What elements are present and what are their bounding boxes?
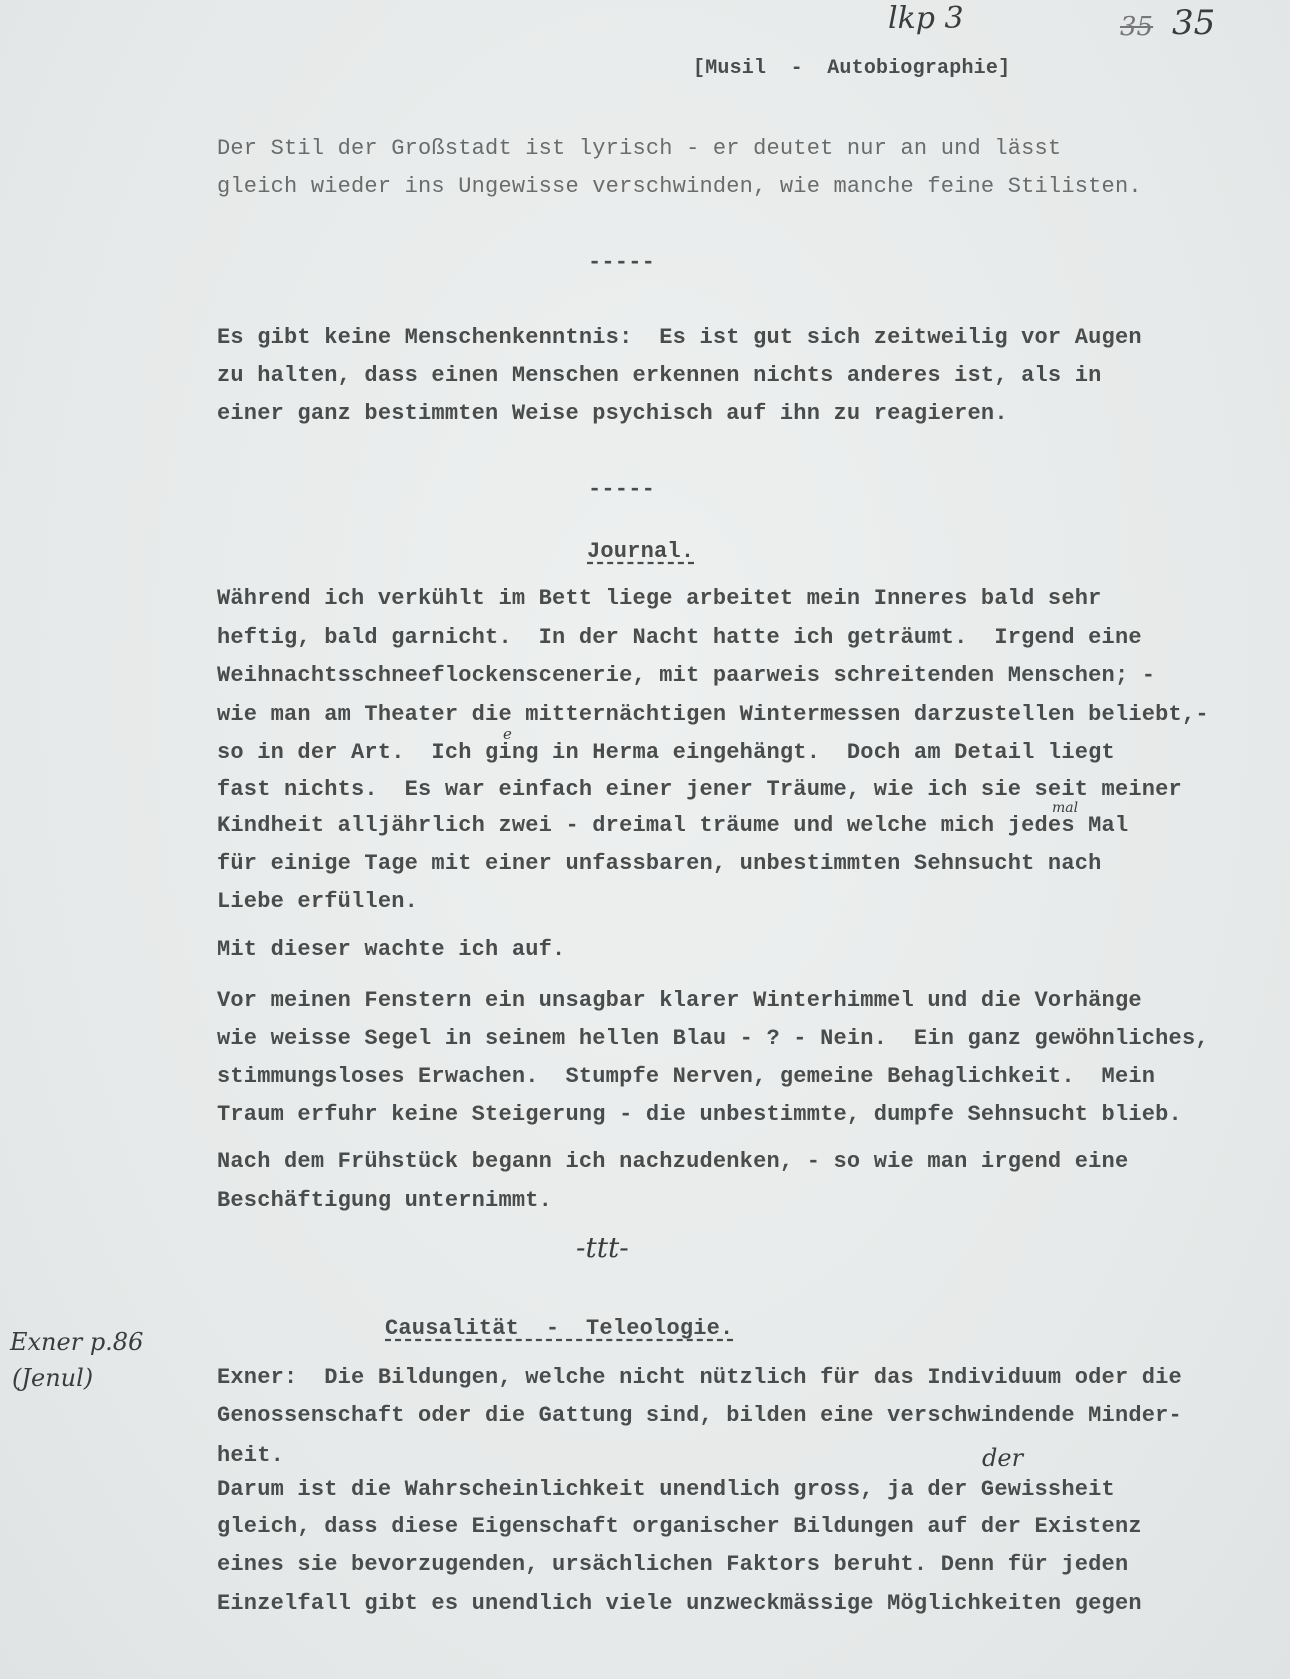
handwritten-signature: lkp 3: [888, 1, 964, 36]
header-title: Musil - Autobiographie: [705, 57, 999, 80]
text-line: Der Stil der Großstadt ist lyrisch - er deutet nur an und lässt: [217, 136, 1062, 161]
text-line: Liebe erfüllen.: [217, 889, 419, 914]
document-header: [Musil - Autobiographie]: [693, 57, 1011, 80]
page-number: 35: [1172, 3, 1216, 43]
handwritten-correction: mal: [1052, 800, 1079, 816]
text-line: Darum ist die Wahrscheinlichkeit unendlich gross, ja der Gewissheit: [217, 1477, 1115, 1502]
text-line: einer ganz bestimmten Weise psychisch auf ihn zu reagieren.: [217, 401, 1008, 426]
section-heading-journal: Journal.: [587, 539, 695, 564]
text-line: Einzelfall gibt es unendlich viele unzweckmässige Möglichkeiten gegen: [217, 1591, 1142, 1616]
text-line: stimmungsloses Erwachen. Stumpfe Nerven, gemeine Behaglichkeit. Mein: [217, 1064, 1156, 1089]
divider: -----: [588, 250, 656, 275]
section-heading-causality: Causalität - Teleologie.: [385, 1316, 734, 1341]
text-line: heftig, bald garnicht. In der Nacht hatte ich geträumt. Irgend eine: [217, 625, 1142, 650]
text-line: so in der Art. Ich ging in Herma eingehängt. Doch am Detail liegt: [217, 740, 1115, 765]
text-line: Genossenschaft oder die Gattung sind, bilden eine verschwindende Minder-: [217, 1403, 1182, 1428]
handwritten-correction: der: [982, 1444, 1024, 1472]
text-line: Während ich verkühlt im Bett liege arbeitet mein Inneres bald sehr: [217, 586, 1102, 611]
text-line: Mit dieser wachte ich auf.: [217, 937, 566, 962]
text-line: Es gibt keine Menschenkenntnis: Es ist gut sich zeitweilig vor Augen: [217, 325, 1142, 350]
old-page-number: 35: [1120, 12, 1154, 42]
text-line: wie man am Theater die mitternächtigen Wintermessen darzustellen beliebt,-: [217, 702, 1209, 727]
text-line: heit.: [217, 1443, 285, 1468]
divider: -----: [588, 477, 656, 502]
handwritten-divider: -ttt-: [576, 1231, 629, 1264]
text-line: Kindheit alljährlich zwei - dreimal träume und welche mich jedes Mal: [217, 813, 1129, 838]
text-line: Exner: Die Bildungen, welche nicht nützlich für das Individuum oder die: [217, 1365, 1182, 1390]
text-line: Traum erfuhr keine Steigerung - die unbestimmte, dumpfe Sehnsucht blieb.: [217, 1102, 1182, 1127]
text-line: wie weisse Segel in seinem hellen Blau - ? - Nein. Ein ganz gewöhnliches,: [217, 1026, 1209, 1051]
text-line: für einige Tage mit einer unfassbaren, unbestimmten Sehnsucht nach: [217, 851, 1102, 876]
text-line: gleich, dass diese Eigenschaft organischer Bildungen auf der Existenz: [217, 1514, 1142, 1539]
text-line: zu halten, dass einen Menschen erkennen nichts anderes ist, als in: [217, 363, 1102, 388]
handwritten-correction: e: [503, 725, 512, 743]
text-line: eines sie bevorzugenden, ursächlichen Faktors beruht. Denn für jeden: [217, 1552, 1129, 1577]
margin-note: Exner p.86: [10, 1328, 144, 1356]
text-line: fast nichts. Es war einfach einer jener Träume, wie ich sie seit meiner: [217, 777, 1182, 802]
text-line: Vor meinen Fenstern ein unsagbar klarer Winterhimmel und die Vorhänge: [217, 988, 1142, 1013]
margin-note: (Jenul): [12, 1364, 94, 1392]
text-line: Nach dem Frühstück begann ich nachzudenken, - so wie man irgend eine: [217, 1149, 1129, 1174]
text-line: gleich wieder ins Ungewisse verschwinden, wie manche feine Stilisten.: [217, 174, 1142, 199]
text-line: Weihnachtsschneeflockenscenerie, mit paarweis schreitenden Menschen; -: [217, 663, 1156, 688]
text-line: Beschäftigung unternimmt.: [217, 1188, 553, 1213]
